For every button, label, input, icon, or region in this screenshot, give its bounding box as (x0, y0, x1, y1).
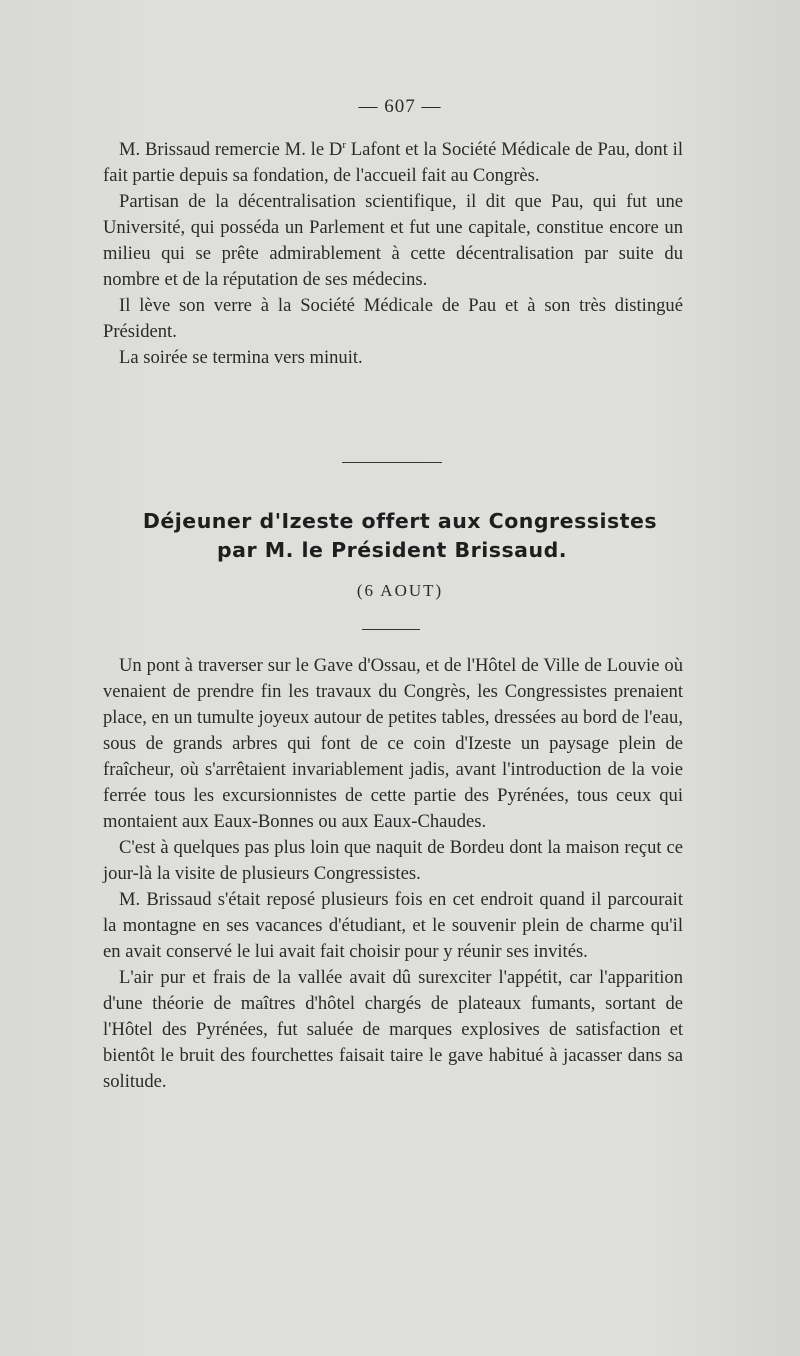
intro-paragraph-4: La soirée se termina vers minuit. (119, 347, 363, 368)
doctor-abbrev-superscript: r (342, 138, 346, 151)
intro-paragraph-3: Il lève son verre à la Société Médicale de Pau et à son très distingué Président. (103, 295, 683, 342)
section-title-line-1: Déjeuner d'Izeste offert aux Congressistes (142, 509, 658, 533)
intro-paragraph-2: Partisan de la décentralisation scientifique, il dit que Pau, qui fut une Université, qui posséda un Parlement et fut une capitale, constitue encore un milieu qui se prête admirablement à cette décentralisation par suite du nombre et de la réputation de ses médecins. (103, 191, 683, 290)
intro-p1-start: M. Brissaud remercie M. le D (119, 139, 343, 160)
section-date: (6 AOUT) (356, 581, 444, 600)
section-title-line-2: par M. le Président Brissaud. (216, 538, 568, 562)
page-number: — 607 — (358, 96, 442, 117)
main-paragraph-3: M. Brissaud s'était reposé plusieurs fois en cet endroit quand il parcourait la montagne en ses vacances d'étudiant, et le souvenir plein de charme qu'il en avait conservé le lui avait fait choisir pour y réunir ses invités. (103, 889, 683, 962)
main-paragraph-1: Un pont à traverser sur le Gave d'Ossau, et de l'Hôtel de Ville de Louvie où venaient de prendre fin les travaux du Congrès, les Congressistes prenaient place, en un tumulte joyeux autour de petites tables, dressées au bord de l'eau, sous de grands arbres qui font de ce coin d'Izeste un paysage plein de fraîcheur, où s'arrêtaient invariablement jadis, avant l'introduction de la voie ferrée tous les excursionnistes de cette partie des Pyrénées, tous ceux qui montaient aux Eaux-Bonnes ou aux Eaux-Chaudes. (103, 655, 683, 832)
main-paragraph-4: L'air pur et frais de la vallée avait dû surexciter l'appétit, car l'apparition d'une théorie de maîtres d'hôtel chargés de plateaux fumants, sortant de l'Hôtel des Pyrénées, fut saluée de marques explosives de satisfaction et bientôt le bruit des fourchettes faisait taire le gave habitué à jacasser dans sa solitude. (103, 967, 683, 1092)
intro-p1-end: Lafont et la Société Médicale de Pau, dont il fait partie depuis sa fondation, de l'accueil fait au Congrès. (103, 139, 683, 186)
short-divider (362, 629, 420, 630)
section-divider (342, 462, 442, 463)
intro-paragraph-1 (103, 137, 683, 189)
main-text-block (103, 653, 683, 1095)
main-paragraph-2: C'est à quelques pas plus loin que naquit de Bordeu dont la maison reçut ce jour-là la visite de plusieurs Congressistes. (103, 837, 683, 884)
intro-text-block (103, 137, 683, 371)
